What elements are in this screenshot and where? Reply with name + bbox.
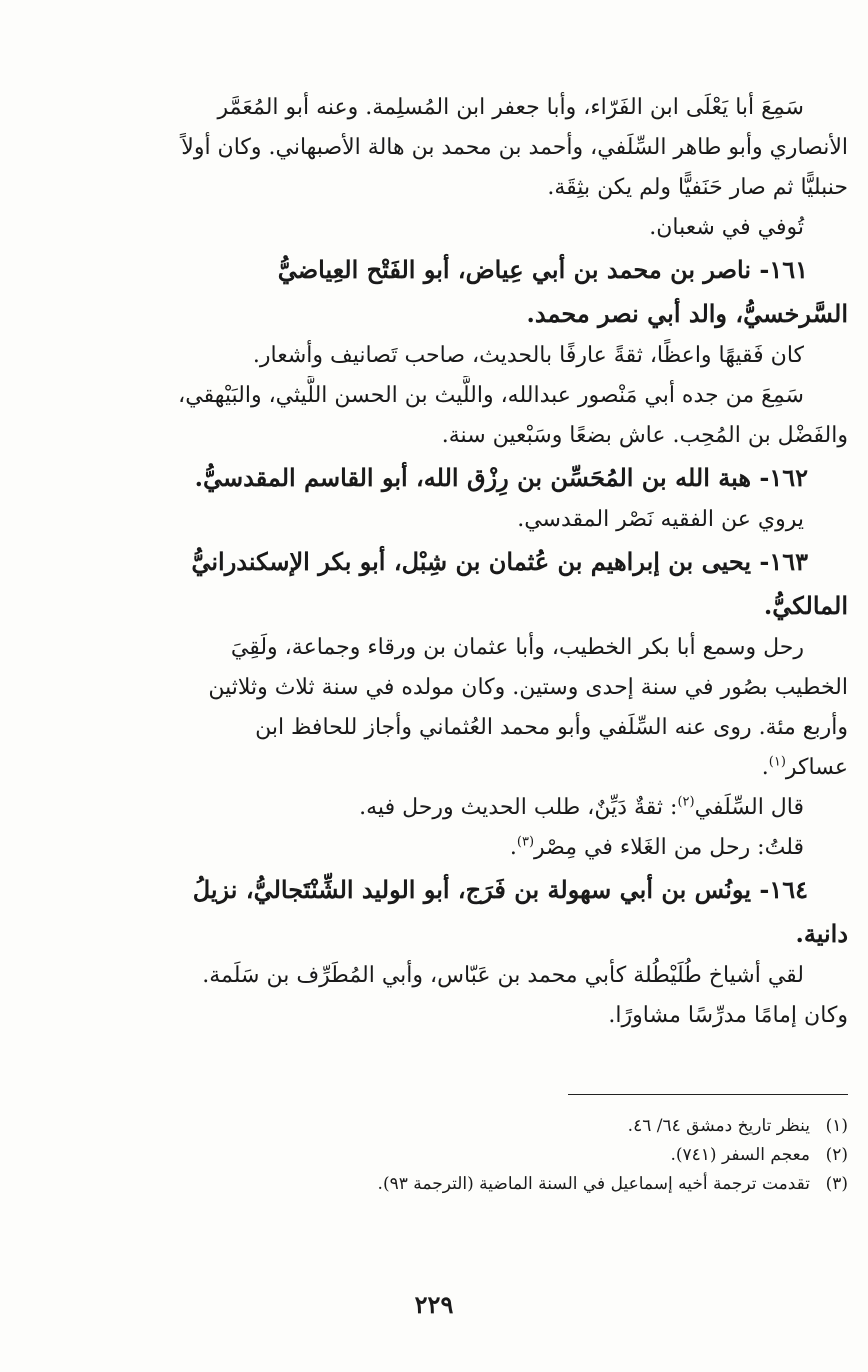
text-line: حنبليًّا ثم صار حَنَفيًّا ولم يكن بثِقَة. bbox=[547, 175, 848, 200]
text-line: الخطيب بصُور في سنة إحدى وستين. وكان مولده في سنة ثلاث وثلاثين bbox=[208, 675, 848, 700]
text-line: تُوفي في شعبان. bbox=[649, 215, 804, 240]
text-line: قلتُ: رحل من الغَلاء في مِصْر$^{(٣)}$. bbox=[509, 834, 804, 860]
footnote-1 bbox=[20, 1112, 848, 1141]
text-fragment: عساكر bbox=[785, 755, 848, 780]
entry-heading-161: ١٦١- ناصر بن محمد بن أبي عِياض، أبو الفَتْح العِياضيُّ bbox=[277, 255, 808, 284]
footnote-number: (٢) bbox=[825, 1145, 848, 1165]
text-line bbox=[20, 788, 848, 828]
text-line: وكان إمامًا مدرِّسًا مشاورًا. bbox=[608, 1003, 848, 1028]
text-line: عساكر$^{(١)}$. bbox=[761, 754, 848, 780]
text-line: سَمِعَ من جده أبي مَنْصور عبدالله، واللَّيث بن الحسن اللَّيثي، والبَيْهقي، bbox=[178, 383, 804, 408]
text-line: سَمِعَ أبا يَعْلَى ابن الفَرّاء، وأبا جعفر ابن المُسلِمة. وعنه أبو المُعَمَّر bbox=[217, 95, 804, 120]
entry-heading-162: ١٦٢- هبة الله بن المُحَسِّن بن رِزْق الله، أبو القاسم المقدسيُّ. bbox=[194, 463, 808, 492]
footnote-text: ينظر تاريخ دمشق ٦٤/ ٤٦. bbox=[627, 1116, 810, 1136]
text-line: لقي أشياخ طُلَيْطُلة كأبي محمد بن عَبّاس، وأبي المُطَرِّف بن سَلَمة. bbox=[202, 963, 804, 988]
footnote-number: (٣) bbox=[825, 1174, 848, 1194]
entry-heading-164: ١٦٤- يونُس بن أبي سهولة بن فَرَج، أبو الوليد الشِّنْتَجاليُّ، نزيلُ bbox=[192, 875, 808, 904]
footnote-ref-2[interactable]: (٢) bbox=[677, 794, 695, 810]
footnote-3 bbox=[20, 1170, 848, 1199]
entry-heading-161-cont: السَّرخسيُّ، والد أبي نصر محمد. bbox=[526, 299, 848, 328]
main-text bbox=[20, 88, 848, 1036]
footnote-divider bbox=[568, 1094, 848, 1095]
footnote-ref-1[interactable]: (١) bbox=[768, 754, 786, 770]
text-line: الأنصاري وأبو طاهر السِّلَفي، وأحمد بن محمد بن هالة الأصبهاني. وكان أولاً bbox=[181, 135, 848, 160]
entry-heading-163: ١٦٣- يحيى بن إبراهيم بن عُثمان بن شِبْل، أبو بكر الإسكندرانيُّ bbox=[191, 547, 808, 576]
page-number: ٢٢٩ bbox=[414, 1290, 454, 1319]
text-fragment: قلتُ: رحل من الغَلاء في مِصْر bbox=[534, 835, 804, 860]
text-line: رحل وسمع أبا بكر الخطيب، وأبا عثمان بن ورقاء وجماعة، ولَقِيَ bbox=[230, 635, 804, 660]
text-fragment: : ثقةٌ دَيِّنٌ، طلب الحديث ورحل فيه. bbox=[359, 795, 678, 820]
entry-heading-164-cont: دانية. bbox=[795, 919, 848, 948]
text-line: وأربع مئة. روى عنه السِّلَفي وأبو محمد العُثماني وأجاز للحافظ ابن bbox=[255, 715, 848, 740]
footnote-2 bbox=[20, 1141, 848, 1170]
text-line: كان فَقيهًا واعظًا، ثقةً عارفًا بالحديث، صاحب تَصانيف وأشعار. bbox=[252, 343, 804, 368]
footnote-number: (١) bbox=[825, 1116, 848, 1136]
footnote-text: معجم السفر (٧٤١). bbox=[670, 1145, 810, 1165]
footnote-text: تقدمت ترجمة أخيه إسماعيل في السنة الماضية (الترجمة ٩٣). bbox=[377, 1174, 810, 1194]
entry-heading-163-cont: المالكيُّ. bbox=[763, 591, 848, 620]
text-line: يروي عن الفقيه نَصْر المقدسي. bbox=[517, 507, 804, 532]
footnote-ref-3[interactable]: (٣) bbox=[516, 834, 535, 850]
text-fragment: قال السِّلَفي bbox=[694, 795, 804, 820]
text-line: والفَضْل بن المُحِب. عاش بضعًا وسَبْعين سنة. bbox=[441, 423, 848, 448]
footnotes bbox=[20, 1112, 848, 1199]
